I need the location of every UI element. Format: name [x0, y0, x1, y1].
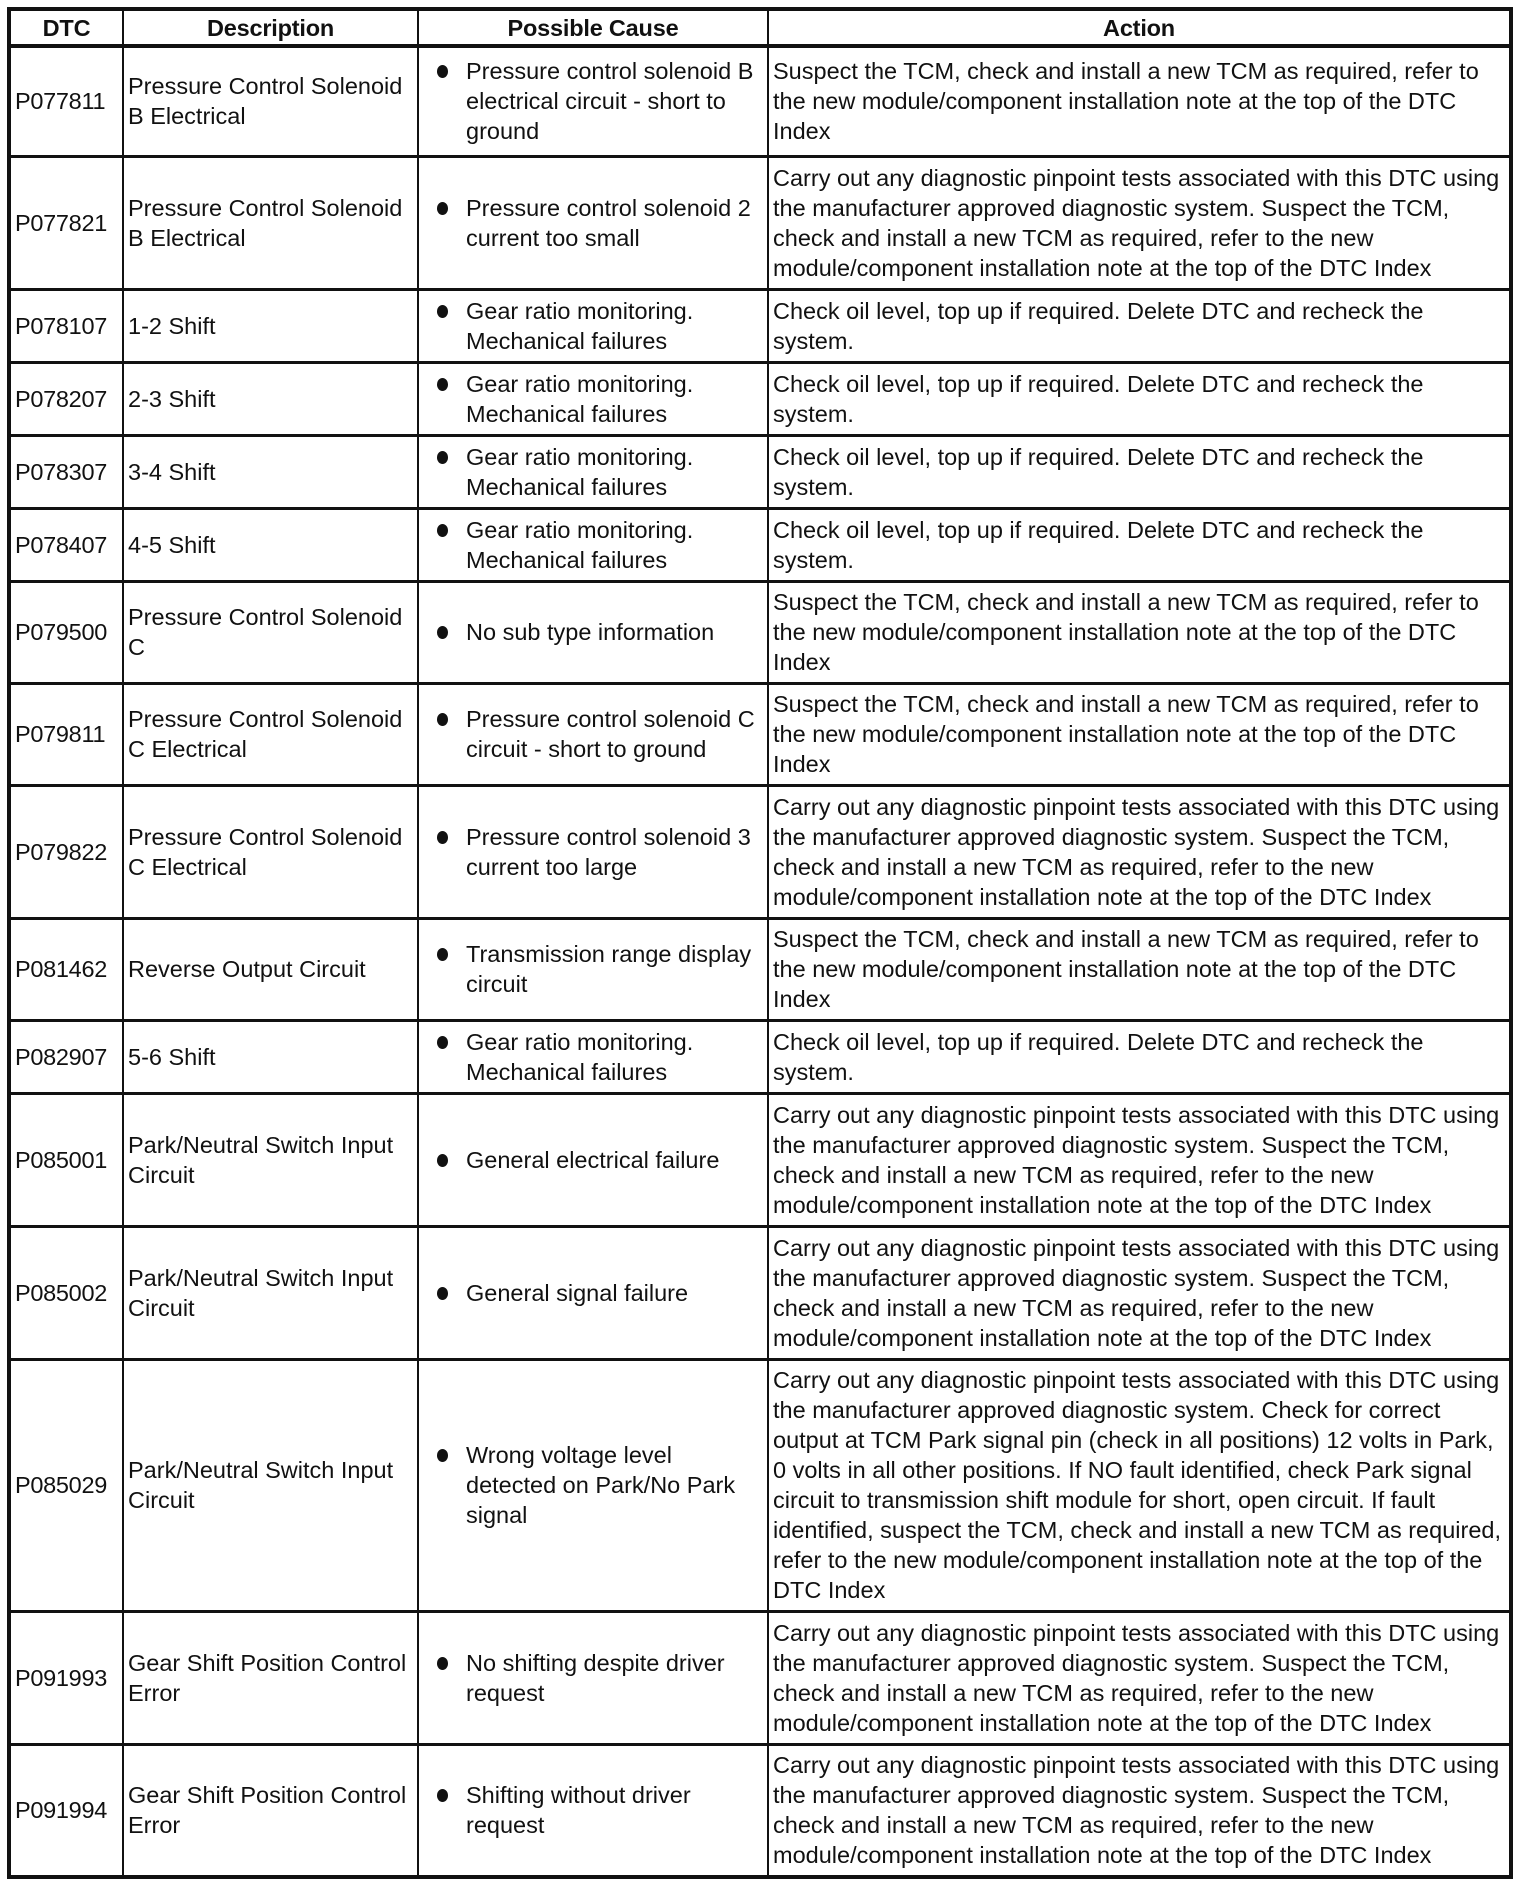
description: 5-6 Shift [123, 1020, 418, 1093]
dtc-code: P091993 [9, 1611, 123, 1744]
description: Pressure Control Solenoid B Electrical [123, 46, 418, 156]
possible-cause [418, 46, 768, 156]
description: 4-5 Shift [123, 508, 418, 581]
dtc-code: P078107 [9, 289, 123, 362]
table-header [9, 9, 1511, 46]
bullet-icon [437, 948, 448, 961]
possible-cause [418, 508, 768, 581]
possible-cause [418, 918, 768, 1020]
table-row [9, 362, 1511, 435]
description: Reverse Output Circuit [123, 918, 418, 1020]
possible-cause [418, 289, 768, 362]
bullet-icon [437, 713, 448, 726]
header-row [9, 9, 1511, 46]
bullet-icon [437, 305, 448, 318]
dtc-code: P079811 [9, 683, 123, 785]
table-row [9, 1093, 1511, 1226]
table-row [9, 46, 1511, 156]
action: Carry out any diagnostic pinpoint tests associated with this DTC using the manufacturer approved diagnostic system. Suspect the TCM, check and install a new TCM as required, refer to the new module/component installation note at the top of the DTC Index [768, 1226, 1511, 1359]
action: Suspect the TCM, check and install a new TCM as required, refer to the new module/component installation note at the top of the DTC Index [768, 683, 1511, 785]
cause-text: Gear ratio monitoring. Mechanical failures [466, 297, 694, 354]
action: Check oil level, top up if required. Delete DTC and recheck the system. [768, 1020, 1511, 1093]
dtc-table [7, 7, 1513, 1879]
cause-text: General electrical failure [466, 1146, 720, 1173]
description: Pressure Control Solenoid C Electrical [123, 785, 418, 918]
cause-text: Shifting without driver request [466, 1782, 691, 1839]
dtc-code: P078207 [9, 362, 123, 435]
possible-cause [418, 683, 768, 785]
possible-cause [418, 1020, 768, 1093]
description: Pressure Control Solenoid C [123, 581, 418, 683]
action: Carry out any diagnostic pinpoint tests associated with this DTC using the manufacturer approved diagnostic system. Suspect the TCM, check and install a new TCM as required, refer to the new module/component installation note at the top of the DTC Index [768, 1611, 1511, 1744]
table-row [9, 289, 1511, 362]
dtc-code: P079500 [9, 581, 123, 683]
action: Check oil level, top up if required. Delete DTC and recheck the system. [768, 435, 1511, 508]
cause-text: Pressure control solenoid B electrical circuit - short to ground [466, 58, 754, 145]
table-row [9, 1611, 1511, 1744]
action: Check oil level, top up if required. Delete DTC and recheck the system. [768, 362, 1511, 435]
action: Suspect the TCM, check and install a new TCM as required, refer to the new module/component installation note at the top of the DTC Index [768, 918, 1511, 1020]
possible-cause [418, 1359, 768, 1611]
cause-text: Gear ratio monitoring. Mechanical failures [466, 516, 694, 573]
description: Pressure Control Solenoid B Electrical [123, 156, 418, 289]
action: Check oil level, top up if required. Delete DTC and recheck the system. [768, 289, 1511, 362]
table-row [9, 1744, 1511, 1877]
description: 3-4 Shift [123, 435, 418, 508]
possible-cause [418, 1093, 768, 1226]
possible-cause [418, 581, 768, 683]
bullet-icon [437, 1789, 448, 1802]
table-row [9, 508, 1511, 581]
bullet-icon [437, 1287, 448, 1300]
table-row [9, 156, 1511, 289]
table-row [9, 785, 1511, 918]
description: Park/Neutral Switch Input Circuit [123, 1226, 418, 1359]
table-row [9, 1226, 1511, 1359]
bullet-icon [437, 451, 448, 464]
cause-text: General signal failure [466, 1279, 689, 1306]
table-row [9, 435, 1511, 508]
dtc-code: P077821 [9, 156, 123, 289]
action: Carry out any diagnostic pinpoint tests associated with this DTC using the manufacturer approved diagnostic system. Check for correct output at TCM Park signal pin (check in all positions) 12 volts in Park, 0 volts in all other positions. If NO fault identified, check Park signal circuit to transmission shift module for short, open circuit. If fault identified, suspect the TCM, check and install a new TCM as required, refer to the new module/component installation note at the top of the DTC Index [768, 1359, 1511, 1611]
cause-text: Gear ratio monitoring. Mechanical failures [466, 1028, 694, 1085]
possible-cause [418, 156, 768, 289]
dtc-code: P081462 [9, 918, 123, 1020]
cause-text: Gear ratio monitoring. Mechanical failures [466, 443, 694, 500]
cause-text: No sub type information [466, 619, 715, 645]
bullet-icon [437, 202, 448, 215]
bullet-icon [437, 626, 448, 639]
bullet-icon [437, 1449, 448, 1462]
possible-cause [418, 1611, 768, 1744]
description: Pressure Control Solenoid C Electrical [123, 683, 418, 785]
cause-text: Wrong voltage level detected on Park/No Park signal [466, 1442, 736, 1528]
bullet-icon [437, 65, 448, 78]
action: Suspect the TCM, check and install a new TCM as required, refer to the new module/component installation note at the top of the DTC Index [768, 46, 1511, 156]
description: 1-2 Shift [123, 289, 418, 362]
dtc-code: P085029 [9, 1359, 123, 1611]
cause-text: Gear ratio monitoring. Mechanical failures [466, 370, 694, 427]
action: Carry out any diagnostic pinpoint tests associated with this DTC using the manufacturer approved diagnostic system. Suspect the TCM, check and install a new TCM as required, refer to the new module/component installation note at the top of the DTC Index [768, 785, 1511, 918]
bullet-icon [437, 1657, 448, 1670]
header-dtc: DTC [9, 9, 123, 46]
dtc-code: P085002 [9, 1226, 123, 1359]
cause-text: Transmission range display circuit [466, 941, 752, 997]
bullet-icon [437, 524, 448, 537]
description: 2-3 Shift [123, 362, 418, 435]
dtc-code: P085001 [9, 1093, 123, 1226]
dtc-code: P078407 [9, 508, 123, 581]
bullet-icon [437, 1154, 448, 1167]
header-action: Action [768, 9, 1511, 46]
cause-text: No shifting despite driver request [466, 1649, 725, 1706]
possible-cause [418, 362, 768, 435]
cause-text: Pressure control solenoid C circuit - short to ground [466, 706, 755, 762]
action: Carry out any diagnostic pinpoint tests associated with this DTC using the manufacturer approved diagnostic system. Suspect the TCM, check and install a new TCM as required, refer to the new module/component installation note at the top of the DTC Index [768, 1093, 1511, 1226]
dtc-code: P077811 [9, 46, 123, 156]
possible-cause [418, 1226, 768, 1359]
table-row [9, 683, 1511, 785]
bullet-icon [437, 831, 448, 844]
action: Suspect the TCM, check and install a new TCM as required, refer to the new module/component installation note at the top of the DTC Index [768, 581, 1511, 683]
action: Carry out any diagnostic pinpoint tests associated with this DTC using the manufacturer approved diagnostic system. Suspect the TCM, check and install a new TCM as required, refer to the new module/component installation note at the top of the DTC Index [768, 156, 1511, 289]
table-row [9, 1020, 1511, 1093]
dtc-code: P082907 [9, 1020, 123, 1093]
header-possible-cause: Possible Cause [418, 9, 768, 46]
dtc-code: P091994 [9, 1744, 123, 1877]
description: Gear Shift Position Control Error [123, 1611, 418, 1744]
dtc-code: P078307 [9, 435, 123, 508]
dtc-code: P079822 [9, 785, 123, 918]
description: Park/Neutral Switch Input Circuit [123, 1093, 418, 1226]
table-row [9, 918, 1511, 1020]
possible-cause [418, 785, 768, 918]
header-description: Description [123, 9, 418, 46]
bullet-icon [437, 378, 448, 391]
cause-text: Pressure control solenoid 2 current too small [466, 194, 751, 251]
description: Gear Shift Position Control Error [123, 1744, 418, 1877]
possible-cause [418, 435, 768, 508]
table-body [9, 46, 1511, 1877]
action: Carry out any diagnostic pinpoint tests associated with this DTC using the manufacturer approved diagnostic system. Suspect the TCM, check and install a new TCM as required, refer to the new module/component installation note at the top of the DTC Index [768, 1744, 1511, 1877]
possible-cause [418, 1744, 768, 1877]
bullet-icon [437, 1036, 448, 1049]
description: Park/Neutral Switch Input Circuit [123, 1359, 418, 1611]
table-row [9, 581, 1511, 683]
table-row [9, 1359, 1511, 1611]
action: Check oil level, top up if required. Delete DTC and recheck the system. [768, 508, 1511, 581]
cause-text: Pressure control solenoid 3 current too large [466, 823, 751, 880]
